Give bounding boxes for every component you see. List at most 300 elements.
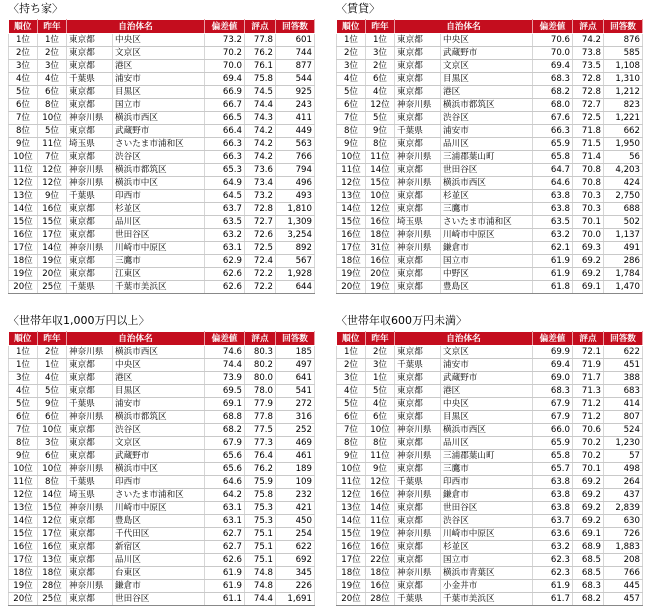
prefecture-cell: 東京都 bbox=[395, 580, 441, 593]
score-cell: 77.8 bbox=[245, 411, 276, 424]
prev-rank-cell: 2位 bbox=[38, 346, 67, 359]
score-cell: 70.2 bbox=[573, 437, 604, 450]
prefecture-cell: 千葉県 bbox=[395, 359, 441, 372]
municipality-header: 自治体名 bbox=[67, 332, 205, 346]
prefecture-cell: 東京都 bbox=[67, 450, 113, 463]
prefecture-cell: 東京都 bbox=[67, 151, 113, 164]
deviation-cell: 63.8 bbox=[533, 489, 573, 502]
responses-cell: 726 bbox=[604, 528, 643, 541]
prev-rank-cell: 2位 bbox=[366, 60, 395, 73]
responses-cell: 243 bbox=[276, 99, 315, 112]
prev-rank-cell: 18位 bbox=[38, 567, 67, 580]
score-cell: 71.8 bbox=[573, 125, 604, 138]
prev-rank-cell: 16位 bbox=[38, 541, 67, 554]
prefecture-cell: 東京都 bbox=[67, 34, 113, 47]
responses-cell: 823 bbox=[604, 99, 643, 112]
municipality-cell: さいたま市浦和区 bbox=[113, 138, 205, 151]
municipality-cell: 渋谷区 bbox=[113, 151, 205, 164]
prev-rank-cell: 17位 bbox=[38, 528, 67, 541]
prefecture-cell: 東京都 bbox=[395, 411, 441, 424]
municipality-cell: 国立市 bbox=[441, 255, 533, 268]
responses-cell: 1,928 bbox=[276, 268, 315, 281]
prefecture-cell: 東京都 bbox=[67, 203, 113, 216]
deviation-cell: 68.3 bbox=[533, 73, 573, 86]
deviation-cell: 62.3 bbox=[533, 554, 573, 567]
table-row bbox=[9, 450, 315, 463]
rank-cell: 1位 bbox=[9, 359, 38, 372]
prev-rank-cell: 20位 bbox=[38, 268, 67, 281]
table-row bbox=[337, 99, 643, 112]
responses-cell: 424 bbox=[604, 177, 643, 190]
table-row bbox=[337, 567, 643, 580]
score-header: 評点 bbox=[245, 332, 276, 346]
municipality-cell: 横浜市都筑区 bbox=[113, 411, 205, 424]
deviation-cell: 66.4 bbox=[205, 125, 245, 138]
deviation-header: 偏差値 bbox=[533, 20, 573, 34]
rank-cell: 16位 bbox=[337, 541, 366, 554]
prefecture-cell: 東京都 bbox=[67, 554, 113, 567]
rank-cell: 20位 bbox=[337, 593, 366, 606]
prev-rank-cell: 5位 bbox=[38, 125, 67, 138]
prev-rank-cell: 19位 bbox=[366, 528, 395, 541]
table-row bbox=[9, 86, 315, 99]
deviation-cell: 64.6 bbox=[533, 177, 573, 190]
deviation-header: 偏差値 bbox=[205, 20, 245, 34]
score-cell: 74.2 bbox=[245, 125, 276, 138]
deviation-cell: 73.9 bbox=[205, 372, 245, 385]
prev-rank-cell: 9位 bbox=[38, 398, 67, 411]
prefecture-cell: 神奈川県 bbox=[67, 502, 113, 515]
prefecture-cell: 神奈川県 bbox=[395, 177, 441, 190]
score-cell: 73.4 bbox=[245, 177, 276, 190]
score-cell: 68.5 bbox=[573, 554, 604, 567]
deviation-cell: 61.8 bbox=[533, 281, 573, 294]
score-cell: 77.9 bbox=[245, 398, 276, 411]
responses-cell: 414 bbox=[604, 398, 643, 411]
prefecture-cell: 東京都 bbox=[67, 567, 113, 580]
score-cell: 69.2 bbox=[573, 502, 604, 515]
municipality-cell: 港区 bbox=[441, 385, 533, 398]
deviation-cell: 66.7 bbox=[205, 99, 245, 112]
rank-cell: 12位 bbox=[337, 489, 366, 502]
deviation-cell: 65.3 bbox=[205, 164, 245, 177]
responses-cell: 316 bbox=[276, 411, 315, 424]
prev-rank-cell: 14位 bbox=[366, 164, 395, 177]
deviation-cell: 67.9 bbox=[205, 437, 245, 450]
ranking-panel-owned-home bbox=[8, 2, 315, 294]
table-row bbox=[9, 580, 315, 593]
table-row bbox=[9, 255, 315, 268]
rank-cell: 17位 bbox=[9, 242, 38, 255]
responses-cell: 496 bbox=[276, 177, 315, 190]
score-cell: 72.1 bbox=[573, 346, 604, 359]
prev-rank-cell: 12位 bbox=[38, 164, 67, 177]
deviation-cell: 62.6 bbox=[205, 281, 245, 294]
panel-title: 〈世帯年収600万円未満〉 bbox=[336, 314, 467, 327]
prev-rank-header: 昨年 bbox=[366, 332, 395, 346]
responses-cell: 644 bbox=[276, 281, 315, 294]
prev-rank-cell: 7位 bbox=[38, 151, 67, 164]
responses-cell: 57 bbox=[604, 450, 643, 463]
rank-cell: 18位 bbox=[337, 567, 366, 580]
prev-rank-cell: 5位 bbox=[366, 112, 395, 125]
municipality-cell: 中野区 bbox=[441, 268, 533, 281]
prefecture-cell: 東京都 bbox=[395, 398, 441, 411]
prev-rank-cell: 2位 bbox=[366, 346, 395, 359]
score-cell: 72.2 bbox=[245, 281, 276, 294]
deviation-cell: 65.6 bbox=[205, 463, 245, 476]
table-header-row bbox=[337, 332, 643, 346]
rank-cell: 10位 bbox=[337, 151, 366, 164]
prev-rank-cell: 11位 bbox=[38, 138, 67, 151]
rank-cell: 14位 bbox=[9, 203, 38, 216]
table-row bbox=[9, 34, 315, 47]
score-cell: 70.1 bbox=[573, 216, 604, 229]
prev-rank-cell: 16位 bbox=[366, 541, 395, 554]
rank-cell: 20位 bbox=[9, 593, 38, 606]
score-cell: 72.7 bbox=[245, 216, 276, 229]
municipality-cell: 川崎市中原区 bbox=[113, 502, 205, 515]
panel-title: 〈賃貸〉 bbox=[336, 2, 380, 15]
table-row bbox=[9, 47, 315, 60]
responses-cell: 449 bbox=[276, 125, 315, 138]
score-cell: 75.8 bbox=[245, 73, 276, 86]
responses-cell: 189 bbox=[276, 463, 315, 476]
rank-cell: 19位 bbox=[337, 580, 366, 593]
deviation-cell: 74.4 bbox=[205, 359, 245, 372]
ranking-table bbox=[336, 331, 643, 606]
prev-rank-cell: 6位 bbox=[38, 450, 67, 463]
deviation-cell: 63.7 bbox=[205, 203, 245, 216]
prefecture-cell: 埼玉県 bbox=[395, 216, 441, 229]
municipality-cell: 中央区 bbox=[113, 34, 205, 47]
responses-cell: 109 bbox=[276, 476, 315, 489]
prev-rank-cell: 3位 bbox=[366, 359, 395, 372]
prefecture-cell: 千葉県 bbox=[395, 476, 441, 489]
deviation-cell: 63.1 bbox=[205, 242, 245, 255]
table-row bbox=[9, 398, 315, 411]
table-row bbox=[9, 164, 315, 177]
prev-rank-cell: 12位 bbox=[366, 203, 395, 216]
deviation-cell: 69.9 bbox=[533, 346, 573, 359]
responses-cell: 1,221 bbox=[604, 112, 643, 125]
responses-cell: 1,108 bbox=[604, 60, 643, 73]
prev-rank-cell: 12位 bbox=[38, 515, 67, 528]
deviation-cell: 62.6 bbox=[205, 554, 245, 567]
prefecture-cell: 千葉県 bbox=[67, 398, 113, 411]
rank-cell: 10位 bbox=[9, 463, 38, 476]
deviation-header: 偏差値 bbox=[533, 332, 573, 346]
table-header-row bbox=[337, 20, 643, 34]
rank-cell: 4位 bbox=[9, 385, 38, 398]
score-cell: 75.3 bbox=[245, 515, 276, 528]
table-row bbox=[337, 437, 643, 450]
rank-cell: 4位 bbox=[337, 73, 366, 86]
municipality-cell: 武蔵野市 bbox=[441, 372, 533, 385]
rank-cell: 6位 bbox=[9, 411, 38, 424]
rank-cell: 8位 bbox=[9, 437, 38, 450]
municipality-cell: 品川区 bbox=[113, 216, 205, 229]
rank-cell: 3位 bbox=[337, 60, 366, 73]
table-row bbox=[337, 528, 643, 541]
municipality-cell: 豊島区 bbox=[113, 515, 205, 528]
responses-cell: 892 bbox=[276, 242, 315, 255]
table-row bbox=[9, 125, 315, 138]
prefecture-cell: 神奈川県 bbox=[67, 112, 113, 125]
responses-cell: 544 bbox=[276, 73, 315, 86]
score-cell: 75.1 bbox=[245, 528, 276, 541]
rank-cell: 17位 bbox=[337, 554, 366, 567]
municipality-cell: 三浦郡葉山町 bbox=[441, 450, 533, 463]
prev-rank-cell: 4位 bbox=[366, 398, 395, 411]
prefecture-cell: 東京都 bbox=[67, 99, 113, 112]
deviation-cell: 70.0 bbox=[205, 60, 245, 73]
prefecture-cell: 東京都 bbox=[67, 47, 113, 60]
responses-cell: 563 bbox=[276, 138, 315, 151]
municipality-cell: 鎌倉市 bbox=[441, 242, 533, 255]
municipality-cell: 江東区 bbox=[113, 268, 205, 281]
prev-rank-cell: 31位 bbox=[366, 242, 395, 255]
responses-header: 回答数 bbox=[276, 332, 315, 346]
score-header: 評点 bbox=[245, 20, 276, 34]
rank-cell: 12位 bbox=[337, 177, 366, 190]
prev-rank-cell: 2位 bbox=[38, 47, 67, 60]
deviation-cell: 64.9 bbox=[205, 177, 245, 190]
prev-rank-cell: 15位 bbox=[366, 177, 395, 190]
table-row bbox=[9, 216, 315, 229]
table-row bbox=[9, 203, 315, 216]
municipality-cell: 国立市 bbox=[113, 99, 205, 112]
score-cell: 70.1 bbox=[573, 463, 604, 476]
score-cell: 80.0 bbox=[245, 372, 276, 385]
prev-rank-cell: 5位 bbox=[366, 385, 395, 398]
score-cell: 69.2 bbox=[573, 489, 604, 502]
table-row bbox=[337, 112, 643, 125]
score-cell: 74.5 bbox=[245, 86, 276, 99]
rank-cell: 7位 bbox=[9, 424, 38, 437]
responses-cell: 497 bbox=[276, 359, 315, 372]
municipality-cell: 杉並区 bbox=[441, 190, 533, 203]
deviation-cell: 64.7 bbox=[533, 164, 573, 177]
deviation-cell: 64.6 bbox=[205, 476, 245, 489]
prev-rank-header: 昨年 bbox=[38, 332, 67, 346]
municipality-cell: 横浜市中区 bbox=[113, 463, 205, 476]
rank-cell: 8位 bbox=[337, 437, 366, 450]
table-row bbox=[9, 229, 315, 242]
table-row bbox=[9, 554, 315, 567]
municipality-cell: 鎌倉市 bbox=[441, 489, 533, 502]
responses-cell: 491 bbox=[604, 242, 643, 255]
deviation-cell: 63.7 bbox=[533, 515, 573, 528]
prev-rank-cell: 12位 bbox=[366, 99, 395, 112]
rank-cell: 10位 bbox=[9, 151, 38, 164]
prev-rank-cell: 16位 bbox=[366, 580, 395, 593]
municipality-cell: 横浜市中区 bbox=[113, 177, 205, 190]
table-row bbox=[9, 424, 315, 437]
municipality-cell: 小金井市 bbox=[441, 580, 533, 593]
table-header-row bbox=[9, 332, 315, 346]
rank-cell: 12位 bbox=[9, 489, 38, 502]
ranking-table bbox=[336, 19, 643, 294]
municipality-cell: 目黒区 bbox=[113, 86, 205, 99]
responses-cell: 1,310 bbox=[604, 73, 643, 86]
rank-header: 順位 bbox=[337, 20, 366, 34]
rank-cell: 8位 bbox=[9, 125, 38, 138]
table-row bbox=[337, 229, 643, 242]
deviation-cell: 63.8 bbox=[533, 203, 573, 216]
rank-cell: 9位 bbox=[9, 138, 38, 151]
score-cell: 69.2 bbox=[573, 476, 604, 489]
responses-cell: 601 bbox=[276, 34, 315, 47]
score-cell: 72.6 bbox=[245, 229, 276, 242]
table-row bbox=[9, 515, 315, 528]
deviation-cell: 74.6 bbox=[205, 346, 245, 359]
table-row bbox=[337, 255, 643, 268]
rank-cell: 19位 bbox=[9, 268, 38, 281]
prev-rank-cell: 10位 bbox=[366, 424, 395, 437]
table-row bbox=[337, 281, 643, 294]
score-cell: 69.2 bbox=[573, 515, 604, 528]
table-row bbox=[337, 359, 643, 372]
deviation-header: 偏差値 bbox=[205, 332, 245, 346]
prev-rank-cell: 9位 bbox=[366, 463, 395, 476]
table-row bbox=[337, 138, 643, 151]
responses-header: 回答数 bbox=[604, 332, 643, 346]
prefecture-cell: 東京都 bbox=[67, 125, 113, 138]
table-row bbox=[337, 34, 643, 47]
municipality-cell: 世田谷区 bbox=[113, 229, 205, 242]
prev-rank-cell: 1位 bbox=[366, 34, 395, 47]
prev-rank-cell: 16位 bbox=[366, 255, 395, 268]
table-row bbox=[9, 502, 315, 515]
deviation-cell: 61.9 bbox=[533, 268, 573, 281]
rank-cell: 18位 bbox=[9, 255, 38, 268]
rank-cell: 7位 bbox=[337, 112, 366, 125]
municipality-cell: 印西市 bbox=[113, 476, 205, 489]
prefecture-cell: 東京都 bbox=[395, 34, 441, 47]
municipality-cell: さいたま市浦和区 bbox=[113, 489, 205, 502]
prev-rank-cell: 10位 bbox=[38, 424, 67, 437]
municipality-cell: 杉並区 bbox=[113, 203, 205, 216]
municipality-cell: 文京区 bbox=[441, 346, 533, 359]
prefecture-cell: 東京都 bbox=[395, 281, 441, 294]
rank-cell: 17位 bbox=[337, 242, 366, 255]
deviation-cell: 68.8 bbox=[205, 411, 245, 424]
municipality-cell: 豊島区 bbox=[441, 281, 533, 294]
responses-cell: 1,470 bbox=[604, 281, 643, 294]
score-cell: 71.2 bbox=[573, 398, 604, 411]
municipality-cell: 国立市 bbox=[441, 554, 533, 567]
responses-cell: 3,254 bbox=[276, 229, 315, 242]
municipality-cell: 中央区 bbox=[441, 398, 533, 411]
prev-rank-cell: 19位 bbox=[366, 281, 395, 294]
ranking-panel-income-under-6m bbox=[336, 314, 643, 606]
prefecture-cell: 東京都 bbox=[67, 424, 113, 437]
score-cell: 80.2 bbox=[245, 359, 276, 372]
rank-cell: 2位 bbox=[337, 47, 366, 60]
deviation-cell: 61.9 bbox=[205, 567, 245, 580]
municipality-header: 自治体名 bbox=[395, 332, 533, 346]
deviation-cell: 66.3 bbox=[533, 125, 573, 138]
deviation-cell: 63.2 bbox=[205, 229, 245, 242]
prefecture-cell: 東京都 bbox=[395, 463, 441, 476]
deviation-cell: 70.6 bbox=[533, 34, 573, 47]
responses-cell: 683 bbox=[604, 385, 643, 398]
prefecture-cell: 東京都 bbox=[67, 60, 113, 73]
deviation-cell: 64.2 bbox=[205, 489, 245, 502]
rank-cell: 6位 bbox=[337, 411, 366, 424]
score-cell: 72.8 bbox=[573, 86, 604, 99]
deviation-cell: 63.8 bbox=[533, 502, 573, 515]
deviation-cell: 70.0 bbox=[533, 47, 573, 60]
table-row bbox=[9, 151, 315, 164]
responses-cell: 445 bbox=[604, 580, 643, 593]
table-row bbox=[9, 73, 315, 86]
municipality-cell: 港区 bbox=[113, 60, 205, 73]
municipality-cell: 渋谷区 bbox=[441, 515, 533, 528]
municipality-header: 自治体名 bbox=[67, 20, 205, 34]
table-header-row bbox=[9, 20, 315, 34]
prev-rank-cell: 15位 bbox=[38, 216, 67, 229]
rank-cell: 18位 bbox=[9, 567, 38, 580]
responses-cell: 630 bbox=[604, 515, 643, 528]
municipality-cell: 横浜市西区 bbox=[441, 424, 533, 437]
score-cell: 77.8 bbox=[245, 34, 276, 47]
ranking-panel-income-over-10m bbox=[8, 314, 315, 606]
score-cell: 70.3 bbox=[573, 190, 604, 203]
municipality-cell: 渋谷区 bbox=[441, 112, 533, 125]
score-cell: 68.5 bbox=[573, 567, 604, 580]
rank-cell: 6位 bbox=[337, 99, 366, 112]
deviation-cell: 69.5 bbox=[205, 385, 245, 398]
score-cell: 73.8 bbox=[573, 47, 604, 60]
prefecture-cell: 神奈川県 bbox=[395, 424, 441, 437]
municipality-cell: 浦安市 bbox=[441, 359, 533, 372]
responses-cell: 1,137 bbox=[604, 229, 643, 242]
prefecture-cell: 神奈川県 bbox=[395, 151, 441, 164]
deviation-cell: 69.4 bbox=[533, 359, 573, 372]
municipality-cell: 三鷹市 bbox=[113, 255, 205, 268]
score-cell: 71.4 bbox=[573, 151, 604, 164]
municipality-cell: 川崎市中原区 bbox=[441, 229, 533, 242]
deviation-cell: 69.4 bbox=[205, 73, 245, 86]
prev-rank-cell: 9位 bbox=[38, 190, 67, 203]
prev-rank-cell: 4位 bbox=[38, 73, 67, 86]
prefecture-cell: 東京都 bbox=[395, 502, 441, 515]
municipality-cell: 品川区 bbox=[441, 437, 533, 450]
prefecture-cell: 東京都 bbox=[395, 112, 441, 125]
responses-cell: 4,203 bbox=[604, 164, 643, 177]
prefecture-cell: 千葉県 bbox=[395, 593, 441, 606]
score-cell: 69.2 bbox=[573, 255, 604, 268]
table-row bbox=[9, 60, 315, 73]
table-row bbox=[9, 112, 315, 125]
deviation-cell: 63.8 bbox=[533, 190, 573, 203]
prefecture-cell: 東京都 bbox=[395, 515, 441, 528]
municipality-cell: 横浜市都筑区 bbox=[113, 164, 205, 177]
score-cell: 76.2 bbox=[245, 47, 276, 60]
municipality-cell: 品川区 bbox=[441, 138, 533, 151]
score-cell: 70.2 bbox=[573, 450, 604, 463]
responses-cell: 1,883 bbox=[604, 541, 643, 554]
deviation-cell: 63.1 bbox=[205, 515, 245, 528]
table-row bbox=[9, 242, 315, 255]
table-row bbox=[337, 385, 643, 398]
prev-rank-cell: 10位 bbox=[366, 190, 395, 203]
responses-cell: 1,691 bbox=[276, 593, 315, 606]
prefecture-cell: 千葉県 bbox=[67, 281, 113, 294]
municipality-cell: 渋谷区 bbox=[113, 424, 205, 437]
